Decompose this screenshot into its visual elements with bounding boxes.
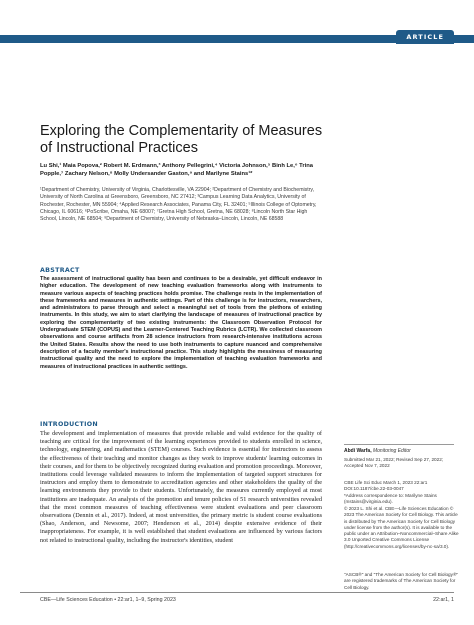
sidebar-divider xyxy=(344,444,454,445)
introduction-text: The development and implementation of measures that provide reliable and valid evidence for the quality of teaching are critical for the improvement of the learning experiences provided to students enrolled in science, technology, engineering, and mathematics (STEM) courses. Such evidence is essential for instructors to assess the effectiveness of their teaching and monitor changes as they work to improve students' learning outcomes in their courses, and for them to be objectively recognized during evaluation and promotion proceedings. Moreover, institutions could leverage validated measures to inform the implementation of targeted support structures for instructors and employ them to demonstrate to accreditation agencies and other stakeholders the quality of the learning environments they provide to their students. Unfortunately, the measures currently employed at most institutions are inadequate. An analysis of the promotion and tenure policies of 51 research universities revealed that the most common measures of teaching effectiveness were student evaluations and peer classroom observations (Dennin et al., 2017). Indeed, at most universities, the primary metric is student course evaluations (Shao, Anderson, and Newsome, 2007; Henderson et al., 2014) despite extensive evidence of their inappropriateness. For example, it is well established that student evaluations are influenced by various factors not related to instructional quality, including the instructor's identities, student xyxy=(40,430,322,544)
affiliations: ¹Department of Chemistry, University of Virginia, Charlottesville, VA 22904; ²Department of Chemistry and Biochemistry, University of North Carolina at Greensboro, Greensboro, NC 27412; ³Campus Learning Data Analytics, University of Rochester, Rochester, MN 55904; ⁴Applied Research Associates, Panama City, FL 32401; ⁵Illinois College of Optometry, Chicago, IL 60616; ⁶PoScribe, Omaha, NE 68007; ⁷Gretna High School, Gretna, NE 68028; ⁸Lincoln North Star High School, Lincoln, NE 68504; ⁹Department of Chemistry, University of Nebraska–Lincoln, Lincoln, NE 68588 xyxy=(40,187,317,223)
page-number: 22:ar1, 1 xyxy=(433,597,454,603)
monitoring-editor xyxy=(344,448,459,454)
abstract-text: The assessment of instructional quality has been and continues to be a desirable, yet difficult endeavor in higher education. The development of new teaching evaluation frameworks along with instruments to measure various aspects of teaching practices holds promise. The challenge rests in the implementation of these frameworks and measures in authentic settings. Part of this challenge is for instructors, researchers, and administrators to parse through and select a meaningful set of tools from the plethora of existing instruments. In this study, we aim to start clarifying the landscape of measures of instructional practice by exploring the complementarity of two existing instruments: the Classroom Observation Protocol for Undergraduate STEM (COPUS) and the Learner-Centered Teaching Rubrics (LCTR). We collected classroom observations and course artifacts from 28 science instructors from research-intensive institutions across the United States. Results show the need to use both instruments to capture nuanced and comprehensive description of a faculty member's instructional practice. This study highlights the messiness of measuring instructional quality and the need to explore the implementation of teaching evaluation frameworks and measures of instructional practices in authentic settings. xyxy=(40,276,322,370)
article-title: Exploring the Complementarity of Measures of Instructional Practices xyxy=(40,123,323,156)
editor-role: Monitoring Editor xyxy=(372,448,411,454)
correspondence: *Address correspondence to: Marilyne Stains (mstains@virginia.edu). xyxy=(344,493,437,505)
article-type-label: ARTICLE xyxy=(396,30,454,44)
editor-name: Abdi Warfa, xyxy=(344,448,372,454)
abstract-heading: ABSTRACT xyxy=(40,267,80,274)
author-list: Lu Shi,¹ Maia Popova,² Robert M. Erdmann,³ Anthony Pellegrini,⁴ Victoria Johnson,⁵ Binh Le,⁶ Trina Popple,⁷ Zachary Nelson,⁸ Molly Undersander Gaston,⁹ and Marilyne Stains¹* xyxy=(40,163,314,177)
introduction-heading: INTRODUCTION xyxy=(40,421,98,428)
citation-block xyxy=(344,480,459,493)
submission-dates: Submitted Mar 21, 2022; Revised Sep 27, 2022; Accepted Nov 7, 2022 xyxy=(344,457,444,469)
trademark-notice: "ASCB®" and "The American Society for Cell Biology®" are registered trademarks of The American Society for Cell Biology. xyxy=(344,572,459,590)
license-notice: © 2023 L. Shi et al. CBE—Life Sciences Education © 2023 The American Society for Cell Biology. This article is distributed by The American Society for Cell Biology under license from the author(s). It is available to the public under an Attribution–Noncommercial–Share Alike 3.0 Unported Creative Commons License (http://creativecommons.org/licenses/by-nc-sa/3.0). xyxy=(344,506,459,549)
journal-footer: CBE—Life Sciences Education • 22:ar1, 1–9, Spring 2023 xyxy=(40,597,176,603)
doi[interactable]: DOI:10.1187/cbe.22-03-0047 xyxy=(344,486,404,492)
citation: CBE Life Sci Educ March 1, 2023 22:ar1 xyxy=(344,480,428,485)
footer-divider xyxy=(20,592,454,593)
